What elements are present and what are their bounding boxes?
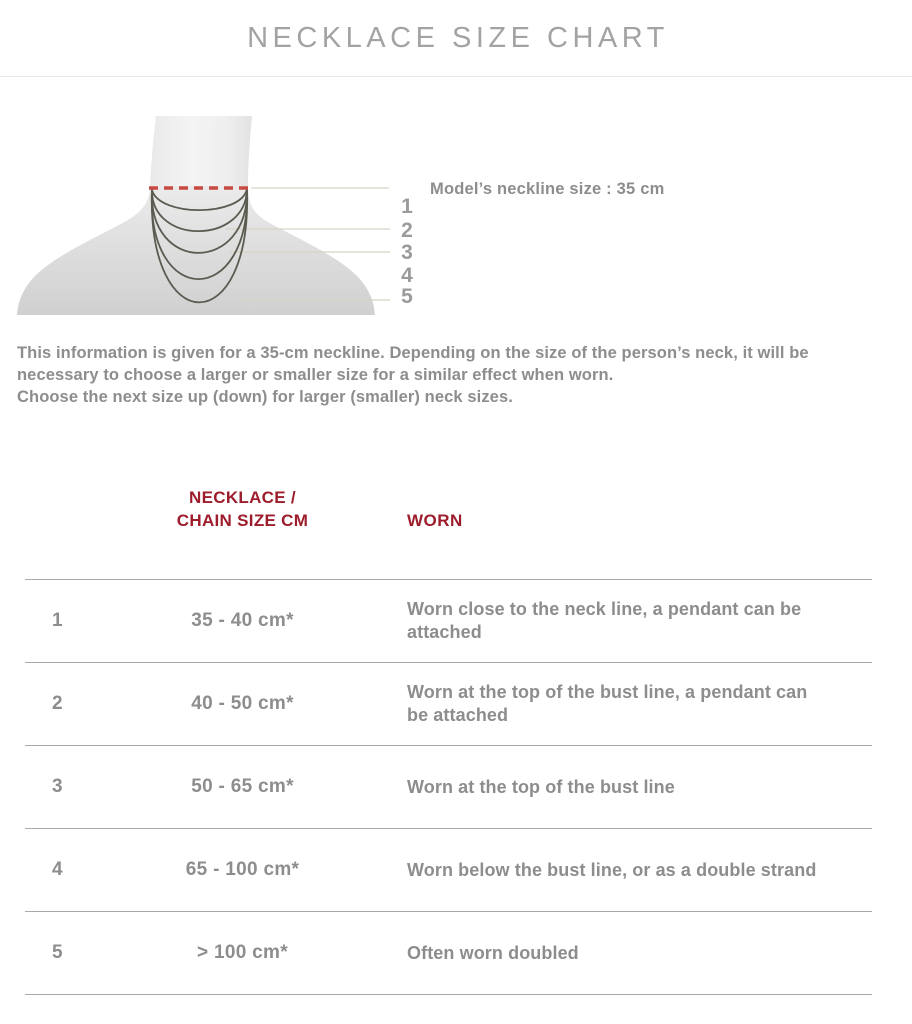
row-number: 3: [52, 776, 63, 797]
necklace-length-diagram: [0, 77, 912, 329]
diagram-number-4: 4: [401, 264, 413, 287]
row-number: 2: [52, 693, 63, 714]
row-worn-description: [375, 942, 872, 965]
intro-line: This information is given for a 35-cm neckline. Depending on the size of the person’s neck, it will be: [17, 344, 809, 362]
table-row: [25, 663, 872, 746]
row-size: 40 - 50 cm*: [191, 693, 294, 714]
title-bar: [0, 0, 912, 77]
row-worn-line: Worn at the top of the bust line, a pendant can: [407, 682, 808, 702]
table-row: [25, 746, 872, 829]
intro-paragraph: [17, 342, 892, 408]
row-worn-line: be attached: [407, 705, 509, 725]
row-worn-description: [375, 681, 872, 727]
table-row: [25, 829, 872, 912]
table-header-row: [25, 486, 872, 580]
intro-line: necessary to choose a larger or smaller size for a similar effect when worn.: [17, 366, 614, 384]
size-chart-table: [25, 486, 872, 995]
header-worn-label: WORN: [407, 511, 463, 530]
diagram-number-2: 2: [401, 219, 413, 242]
header-size-label: [110, 486, 375, 532]
row-worn-description: [375, 598, 872, 644]
table-row: [25, 580, 872, 663]
neck-shape: [150, 116, 252, 189]
row-worn-line: Worn at the top of the bust line: [407, 776, 675, 797]
row-number: 5: [52, 942, 63, 963]
row-worn-description: [375, 776, 872, 799]
row-worn-line: attached: [407, 622, 482, 642]
neck-silhouette-illustration: [0, 77, 420, 329]
row-size: > 100 cm*: [197, 942, 288, 963]
diagram-number-3: 3: [401, 241, 413, 264]
intro-line: Choose the next size up (down) for larger (smaller) neck sizes.: [17, 388, 513, 406]
page-title: NECKLACE SIZE CHART: [247, 21, 669, 54]
row-worn-line: Often worn doubled: [407, 942, 579, 963]
row-worn-line: Worn below the bust line, or as a double strand: [407, 859, 817, 880]
table-row: [25, 912, 872, 995]
diagram-number-5: 5: [401, 285, 413, 308]
row-size: 65 - 100 cm*: [185, 859, 300, 880]
torso-shape: [17, 186, 375, 315]
header-size-line1: NECKLACE /: [189, 488, 296, 507]
row-size: 35 - 40 cm*: [191, 610, 294, 631]
header-size-line2: CHAIN SIZE CM: [176, 511, 309, 530]
row-size: 50 - 65 cm*: [191, 776, 294, 797]
row-number: 4: [52, 859, 63, 880]
row-worn-description: [375, 859, 872, 882]
row-number: 1: [52, 610, 63, 631]
model-neckline-label: Model’s neckline size : 35 cm: [430, 180, 665, 198]
diagram-number-1: 1: [401, 195, 413, 218]
row-worn-line: Worn close to the neck line, a pendant can be: [407, 599, 802, 619]
